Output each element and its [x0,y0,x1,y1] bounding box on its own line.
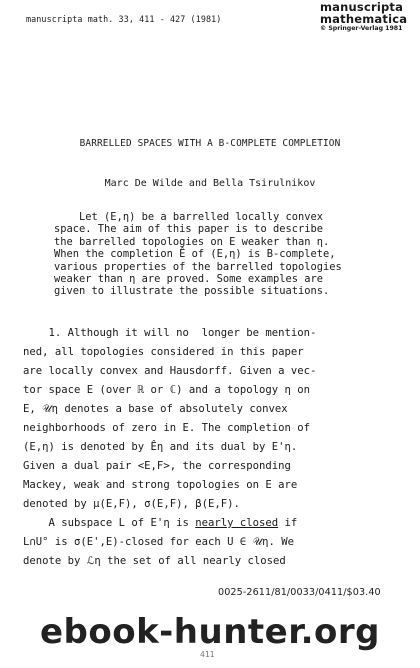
paper-authors: Marc De Wilde and Bella Tsirulnikov [104,178,316,189]
body-text-fragment: if [278,517,298,529]
abstract-line: various properties of the barrelled topologies [54,260,342,273]
journal-name-line2: mathematica [320,11,408,26]
journal-name-line1: manuscripta [320,0,404,14]
body-line: Given a dual pair <E,F>, the corresponding [23,460,291,472]
journal-citation: manuscripta math. 33, 411 - 427 (1981) [26,14,222,24]
body-line: Mackey, weak and strong topologies on E are [23,479,298,491]
body-line: denoted by μ(E,F), σ(E,F), β(E,F). [23,498,240,510]
abstract-line: the barrelled topologies on E weaker than η. [54,235,330,248]
watermark-text: ebook-hunter.org [39,612,381,652]
body-text [23,324,408,571]
page-number: 411 [200,650,215,659]
body-line: denote by ℒη the set of all nearly closed [23,555,286,567]
abstract-line: space. The aim of this paper is to describe [54,223,323,236]
body-line: tor space E (over ℝ or ℂ) and a topology η on [23,384,311,396]
body-line: 1. Although it will no longer be mention- [23,327,317,339]
publisher-copyright: © Springer-Verlag 1981 [320,25,403,32]
abstract-line: Let (E,η) be a barrelled locally convex [54,211,323,223]
abstract-line: given to illustrate the possible situations. [54,285,330,298]
body-line: neighborhoods of zero in E. The completion of [23,422,311,434]
abstract-line: When the completion Ê of (E,η) is B-complete, [54,248,336,261]
body-line [23,514,408,533]
body-line: ned, all topologies considered in this paper [23,346,304,358]
paper-title: BARRELLED SPACES WITH A B-COMPLETE COMPLETION [79,138,341,149]
abstract [54,211,394,298]
body-line: are locally convex and Hausdorff. Given a vec- [23,365,317,377]
body-line: (E,η) is denoted by Êη and its dual by E'η. [23,441,298,453]
journal-logo [320,2,407,32]
defined-term: nearly closed [195,517,279,529]
body-text-fragment: A subspace L of E'η is [23,517,196,529]
body-line: E, 𝒰η denotes a base of absolutely convex [23,403,288,415]
article-code: 0025-2611/81/0033/0411/$03.40 [218,587,381,598]
body-line: L∩U° is σ(E',E)-closed for each U ∈ 𝒰η. We [23,536,295,548]
abstract-line: weaker than η are proved. Some examples are [54,272,323,285]
